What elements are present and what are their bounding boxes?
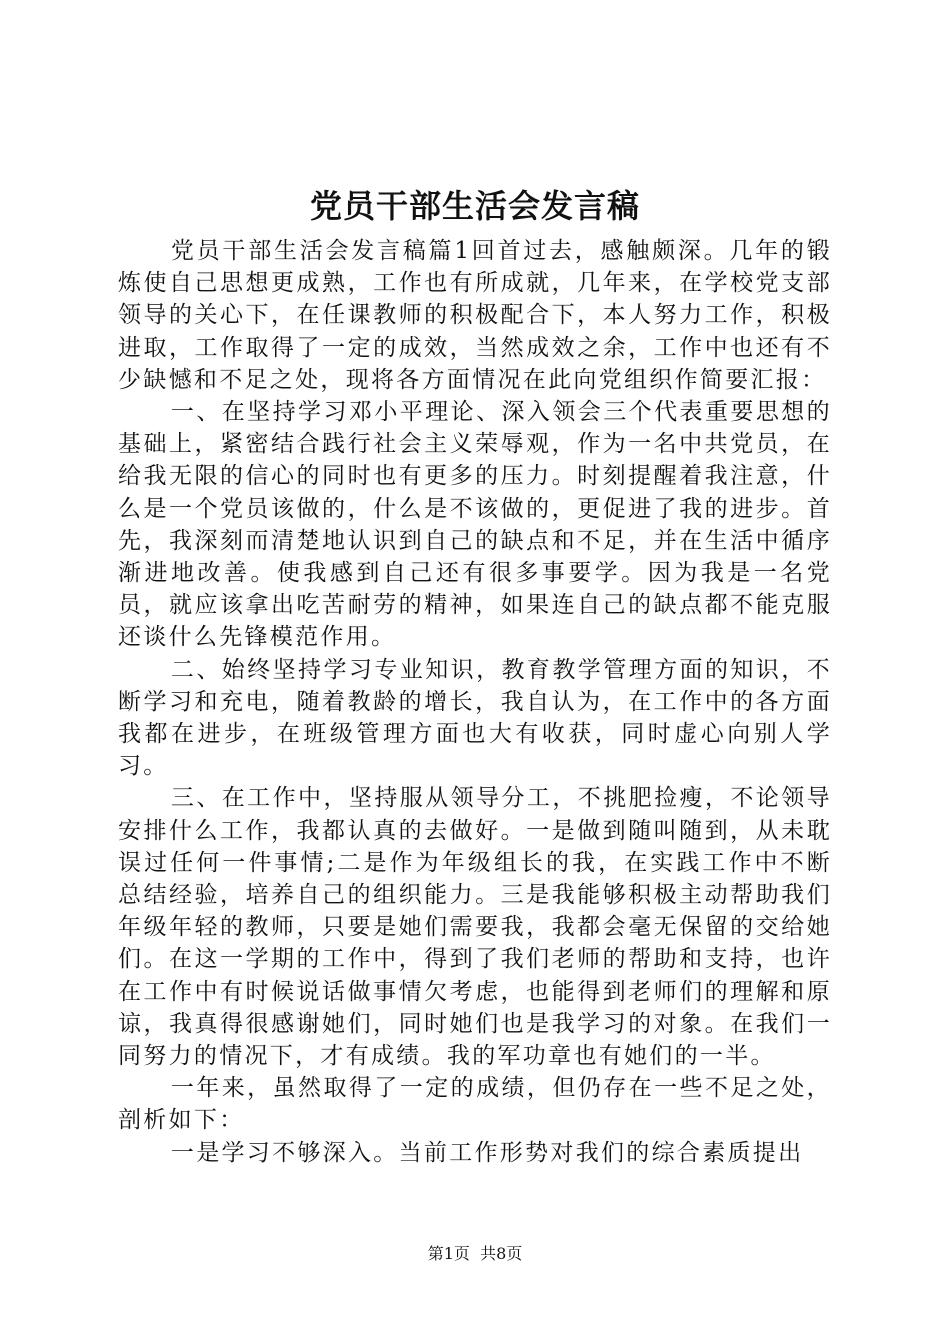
paragraph: 党员干部生活会发言稿篇1回首过去，感触颇深。几年的锻炼使自己思想更成熟，工作也有所成就，几年来，在学校党支部领导的关心下，在任课教师的积极配合下，本人努力工作，积极进取，工作取得了一定的成效，当然成效之余，工作中也还有不少缺憾和不足之处，现将各方面情况在此向党组织作简要汇报： [118, 238, 832, 393]
document-body [118, 235, 832, 1169]
page-number: 第1页 [427, 1244, 470, 1263]
page-title: 党员干部生活会发言稿 [309, 187, 640, 225]
page-footer [0, 1242, 950, 1266]
paragraph: 二、始终坚持学习专业知识，教育教学管理方面的知识，不断学习和充电，随着教龄的增长，我自认为，在工作中的各方面我都在进步，在班级管理方面也大有收获，同时虚心向别人学习。 [118, 656, 832, 780]
paragraph: 一是学习不够深入。当前工作形势对我们的综合素质提出 [170, 1139, 804, 1166]
paragraph: 一年来，虽然取得了一定的成绩，但仍存在一些不足之处，剖析如下： [118, 1075, 832, 1134]
page-total: 共8页 [480, 1244, 523, 1263]
paragraph: 一、在坚持学习邓小平理论、深入领会三个代表重要思想的基础上，紧密结合践行社会主义荣辱观，作为一名中共党员，在给我无限的信心的同时也有更多的压力。时刻提醒着我注意，什么是一个党员该做的，什么是不该做的，更促进了我的进步。首先，我深刻而清楚地认识到自己的缺点和不足，并在生活中循序渐进地改善。使我感到自己还有很多事要学。因为我是一名党员，就应该拿出吃苦耐劳的精神，如果连自己的缺点都不能克服还谈什么先锋模范作用。 [118, 399, 832, 651]
paragraph: 三、在工作中，坚持服从领导分工，不挑肥捡瘦，不论领导安排什么工作，我都认真的去做好。一是做到随叫随到，从未耽误过任何一件事情;二是作为年级组长的我，在实践工作中不断总结经验，培养自己的组织能力。三是我能够积极主动帮助我们年级年轻的教师，只要是她们需要我，我都会毫无保留的交给她们。在这一学期的工作中，得到了我们老师的帮助和支持，也许在工作中有时候说话做事情欠考虑，也能得到老师们的理解和原谅，我真得很感谢她们，同时她们也是我学习的对象。在我们一同努力的情况下，才有成绩。我的军功章也有她们的一半。 [118, 785, 832, 1070]
footer-separator [470, 1244, 480, 1263]
